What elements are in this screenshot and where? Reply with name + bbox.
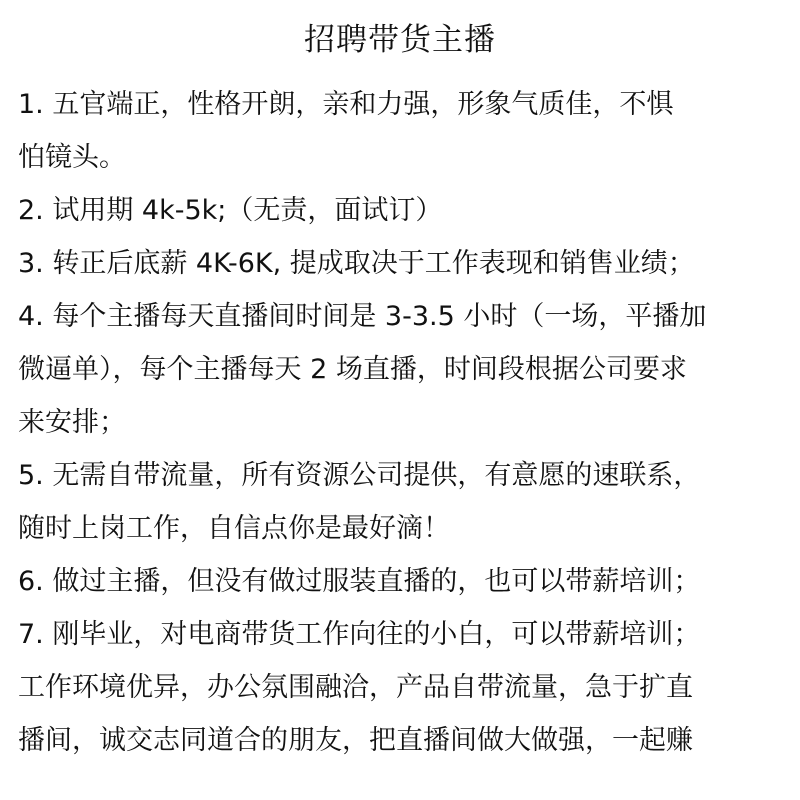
body-line: 怕镜头。 bbox=[18, 142, 126, 173]
body-line: 7. 刚毕业，对电商带货工作向往的小白，可以带薪培训； bbox=[18, 619, 701, 650]
body-line: 6. 做过主播，但没有做过服装直播的，也可以带薪培训； bbox=[18, 566, 701, 597]
body-line: 微逼单），每个主播每天 2 场直播，时间段根据公司要求 bbox=[18, 354, 687, 385]
body-line: 工作环境优异，办公氛围融洽，产品自带流量，急于扩直 bbox=[18, 672, 693, 703]
body-line: 播间，诚交志同道合的朋友，把直播间做大做强，一起赚 bbox=[18, 725, 693, 756]
body-line: 5. 无需自带流量，所有资源公司提供，有意愿的速联系， bbox=[18, 460, 701, 491]
body-line: 4. 每个主播每天直播间时间是 3-3.5 小时（一场，平播加 bbox=[18, 301, 707, 332]
body-line: 来安排； bbox=[18, 407, 126, 438]
document-body bbox=[18, 78, 788, 767]
body-line: 3. 转正后底薪 4K-6K, 提成取决于工作表现和销售业绩； bbox=[18, 248, 695, 279]
body-line: 随时上岗工作，自信点你是最好滴！ bbox=[18, 513, 450, 544]
body-line: 1. 五官端正，性格开朗，亲和力强，形象气质佳，不惧 bbox=[18, 89, 674, 120]
document-title: 招聘带货主播 bbox=[304, 22, 496, 58]
body-line: 2. 试用期 4k-5k;（无责，面试订） bbox=[18, 195, 443, 226]
